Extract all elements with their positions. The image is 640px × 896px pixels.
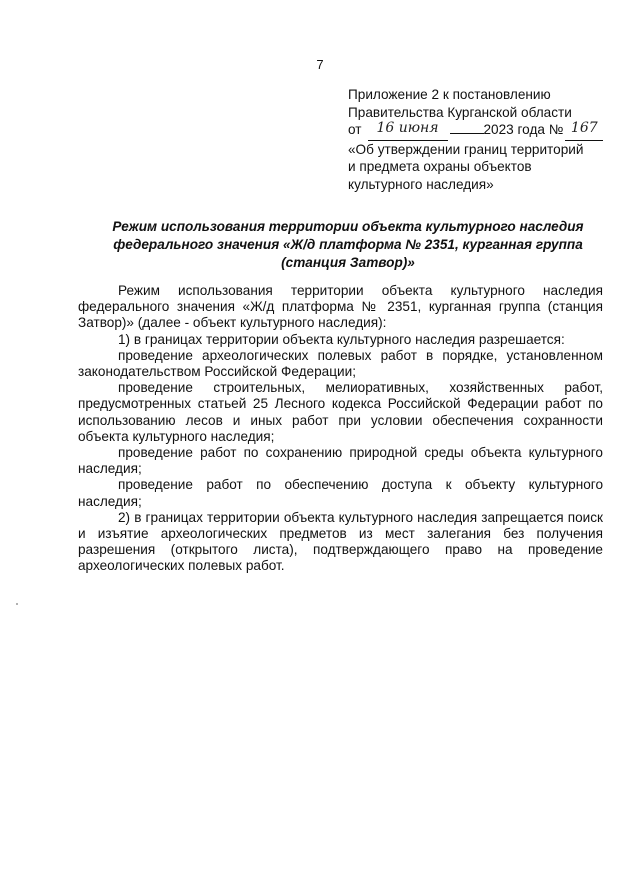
page-number: 7	[316, 57, 324, 72]
paragraph-access: проведение работ по обеспечению доступа к объекту культурного наследия;	[78, 477, 603, 509]
appendix-line-6: культурного наследия»	[348, 176, 494, 192]
document-body	[78, 283, 603, 575]
title-line-3: (станция Затвор)»	[281, 255, 415, 270]
appendix-line-2: Правительства Курганской области	[348, 104, 572, 120]
handwritten-number-field	[565, 121, 603, 141]
handwritten-date-field	[368, 121, 448, 141]
appendix-header	[348, 86, 618, 193]
document-title	[76, 218, 620, 272]
handwritten-number: 167	[570, 120, 598, 136]
appendix-line-5: и предмета охраны объектов	[348, 159, 532, 174]
paragraph-intro: Режим использования территории объекта культурного наследия федерального значения «Ж/д платформа № 2351, курганная группа (станция Затвор)» (далее - объект культурного наследия):	[78, 283, 603, 331]
paragraph-allowed-heading: 1) в границах территории объекта культурного наследия разрешается:	[118, 331, 565, 347]
year-text: 2023 года №	[483, 122, 564, 137]
paragraph-archaeology: проведение археологических полевых работ в порядке, установленном законодательством Российской Федерации;	[78, 347, 603, 380]
appendix-date-line	[348, 121, 618, 141]
title-line-1: Режим использования территории объекта культурного наследия	[112, 219, 584, 234]
date-underline-gap	[450, 133, 484, 134]
appendix-line-4: «Об утверждении границ территорий	[348, 141, 584, 157]
date-prefix: от	[348, 122, 362, 137]
appendix-line-1: Приложение 2 к постановлению	[348, 87, 551, 102]
scan-speck	[16, 603, 18, 605]
paragraph-nature: проведение работ по сохранению природной среды объекта культурного наследия;	[78, 445, 603, 477]
handwritten-date: 16 июня	[376, 120, 439, 136]
title-line-2: федерального значения «Ж/д платформа № 2351, курганная группа	[113, 237, 583, 252]
paragraph-construction: проведение строительных, мелиоративных, хозяйственных работ, предусмотренных статьей 25 Лесного кодекса Российской Федерации работ по использованию лесов и иных работ при условии обеспечения сохранности объекта культурного наследия;	[78, 380, 603, 444]
paragraph-prohibited: 2) в границах территории объекта культурного наследия запрещается поиск и изъятие археологических предметов из мест залегания без получения разрешения (открытого листа), подтверждающего право на проведение археологических полевых работ.	[78, 509, 603, 574]
